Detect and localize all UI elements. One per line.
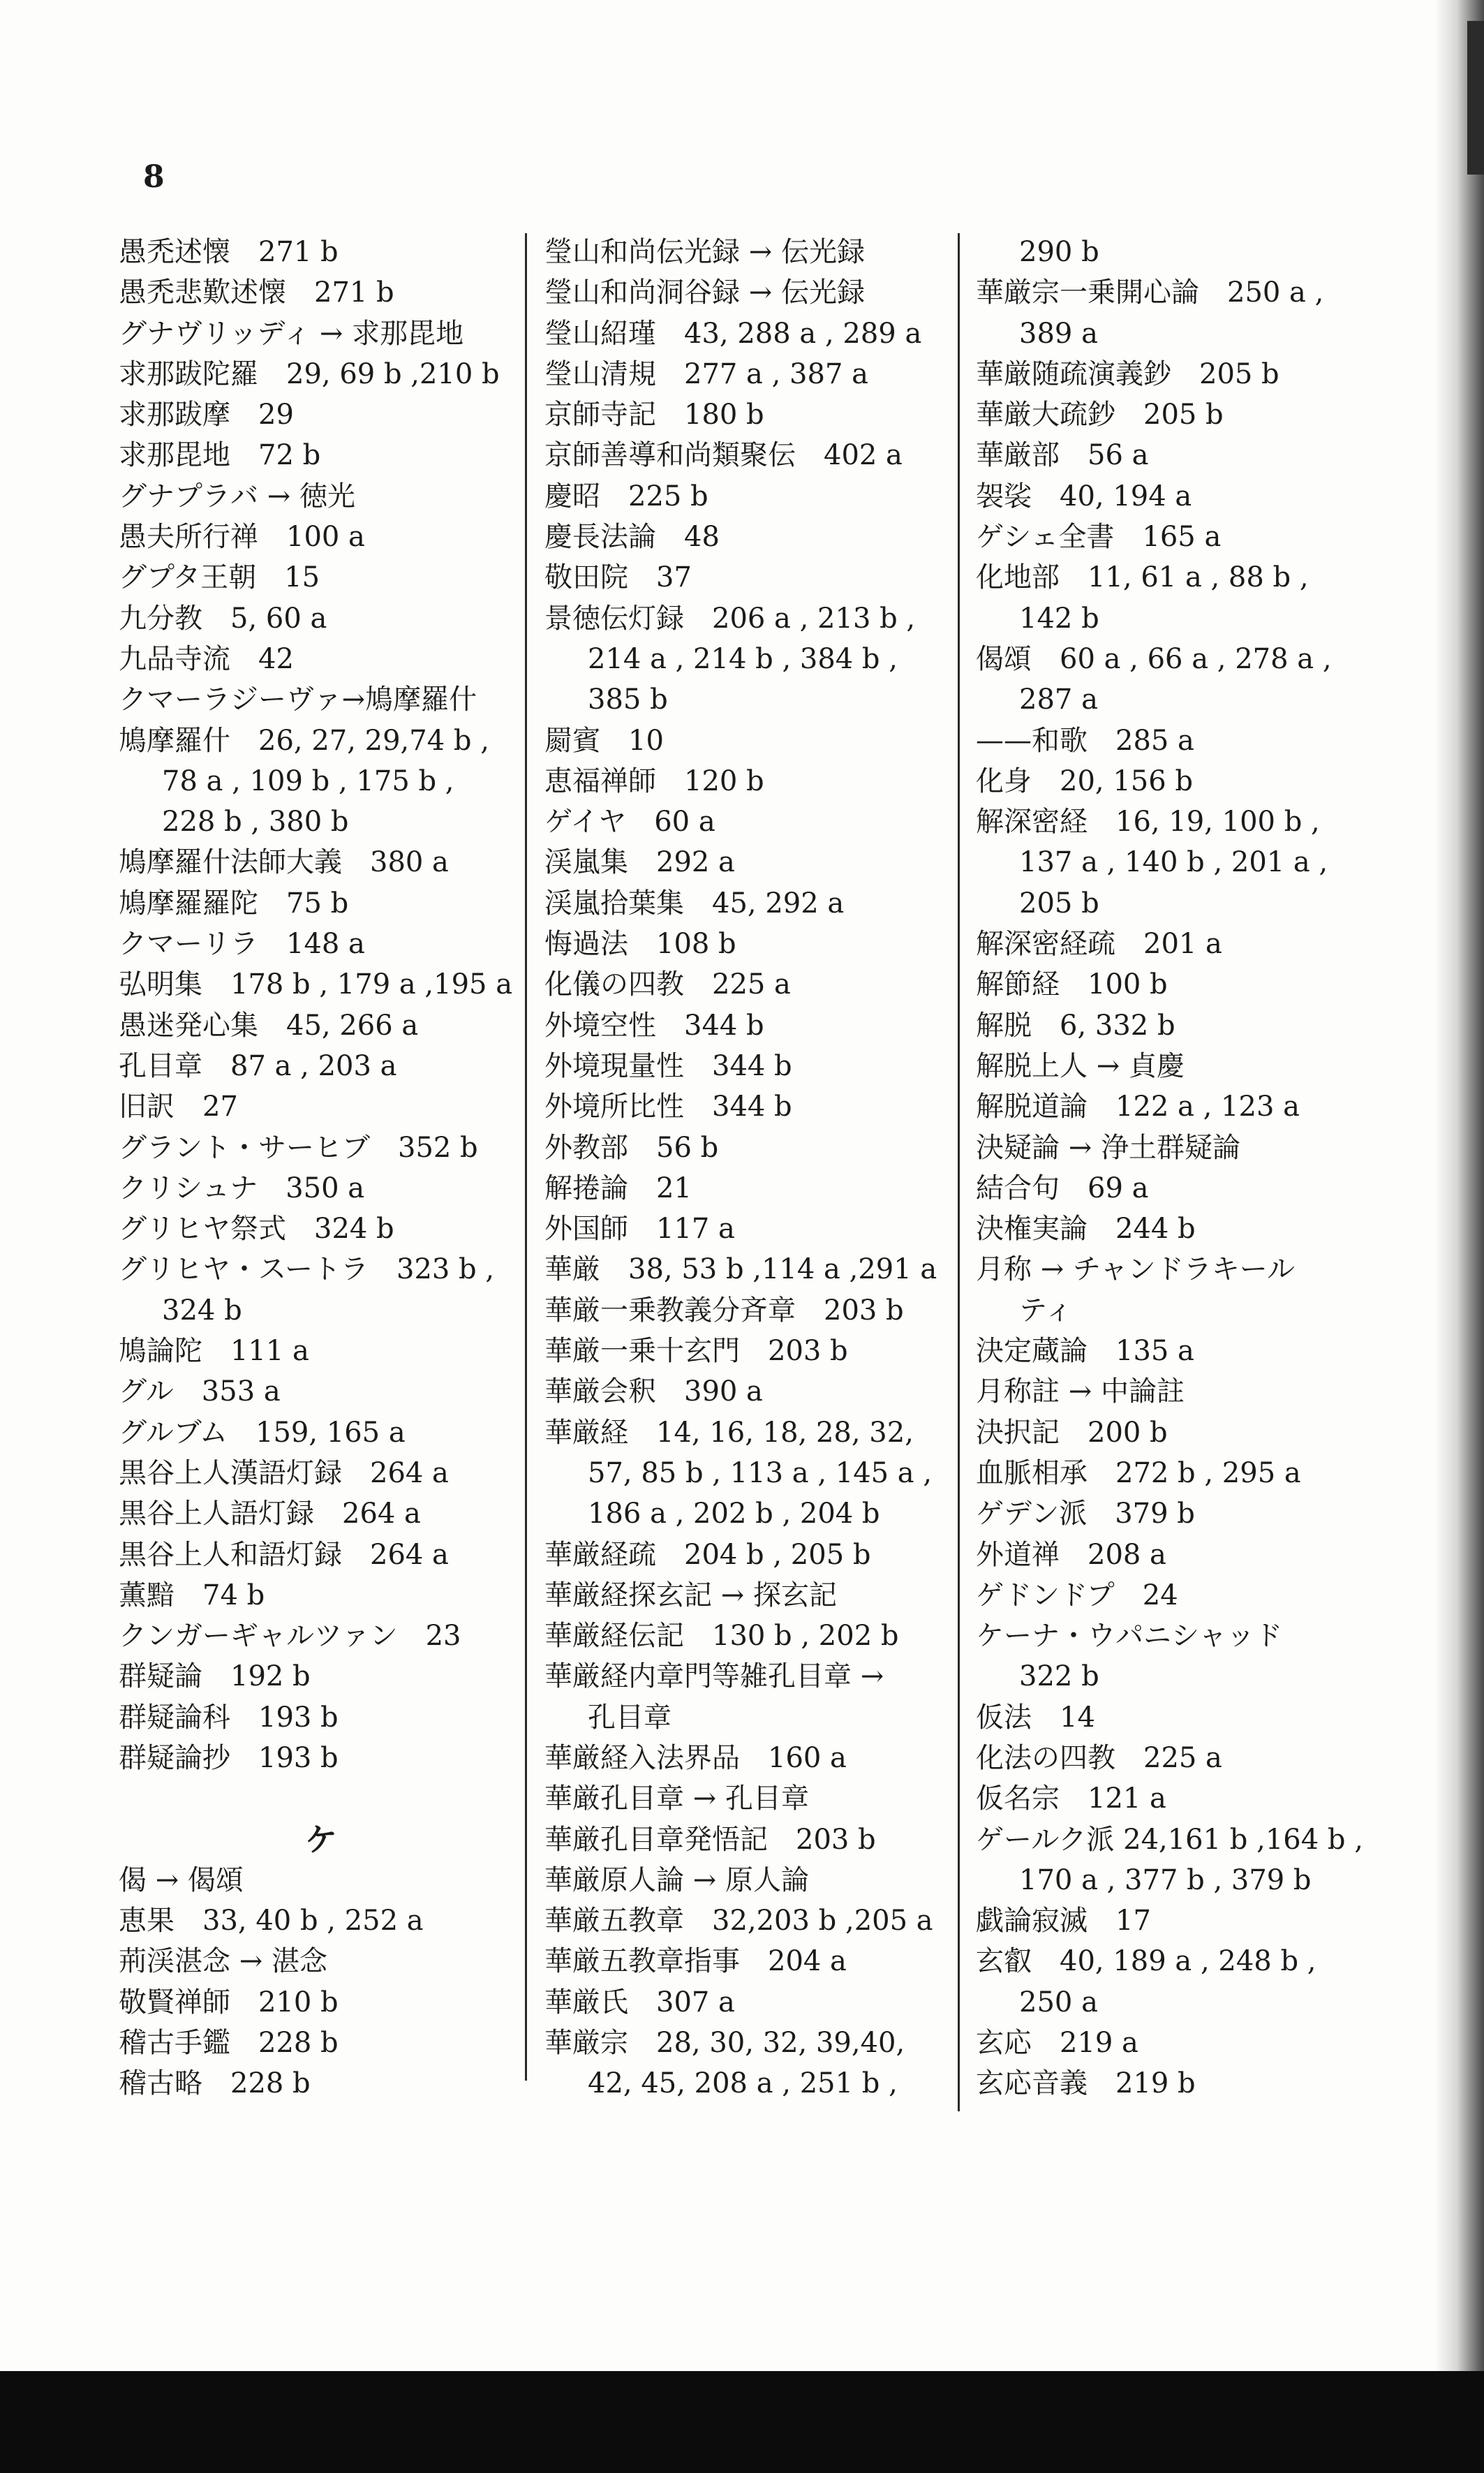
- index-entry: グリヒヤ祭式 324 b: [119, 1213, 394, 1246]
- index-entry: 外国師 117 a: [544, 1213, 735, 1246]
- index-entry: グリヒヤ・スートラ 323 b ,: [119, 1253, 495, 1286]
- book-spine-shadow: [1435, 0, 1484, 2371]
- index-entry: グルブム 159, 165 a: [119, 1416, 406, 1449]
- index-entry: 化儀の四教 225 a: [544, 968, 791, 1001]
- index-entry: 化身 20, 156 b: [976, 765, 1193, 797]
- index-entry: 渓嵐拾葉集 45, 292 a: [544, 887, 845, 920]
- index-entry: 外教部 56 b: [544, 1131, 719, 1164]
- index-entry: 群疑論科 193 b: [119, 1701, 339, 1734]
- index-entry: 214 a , 214 b , 384 b ,: [588, 642, 898, 675]
- index-entry: 鳩論陀 111 a: [119, 1335, 309, 1368]
- index-entry: 華厳経入法界品 160 a: [544, 1741, 847, 1774]
- index-entry: 玄応 219 a: [976, 2027, 1138, 2060]
- index-entry: 決権実論 244 b: [976, 1213, 1196, 1246]
- index-entry: グラント・サーヒブ 352 b: [119, 1131, 478, 1164]
- index-entry: 瑩山和尚洞谷録 → 伝光録: [544, 276, 865, 309]
- index-entry: 解脱道論 122 a , 123 a: [976, 1091, 1300, 1123]
- index-entry: 華厳孔目章 → 孔目章: [544, 1782, 809, 1815]
- index-entry: 求那跋陀羅 29, 69 b ,210 b: [119, 357, 500, 390]
- index-entry: 九分教 5, 60 a: [119, 602, 327, 635]
- index-entry: 華厳氏 307 a: [544, 1986, 735, 2018]
- index-entry: 186 a , 202 b , 204 b: [588, 1498, 880, 1530]
- index-entry: 京師寺記 180 b: [544, 399, 764, 431]
- index-entry: 景徳伝灯録 206 a , 213 b ,: [544, 602, 916, 635]
- index-entry: 罽賓 10: [544, 724, 664, 757]
- index-entry: 渓嵐集 292 a: [544, 846, 735, 879]
- index-entry: 解脱上人 → 貞慶: [976, 1049, 1185, 1082]
- index-entry: 化法の四教 225 a: [976, 1741, 1222, 1774]
- index-entry: クンガーギャルツァン 23: [119, 1620, 461, 1653]
- index-entry: 瑩山清規 277 a , 387 a: [544, 357, 868, 390]
- index-entry: 解深密経疏 201 a: [976, 928, 1222, 961]
- index-entry: 求那毘地 72 b: [119, 439, 321, 472]
- index-entry: 322 b: [1019, 1660, 1099, 1693]
- index-entry: 愚禿悲歎述懐 271 b: [119, 276, 394, 309]
- index-entry: 京師善導和尚類聚伝 402 a: [544, 439, 903, 472]
- index-entry: 57, 85 b , 113 a , 145 a ,: [588, 1456, 933, 1489]
- index-entry: 結合句 69 a: [976, 1172, 1149, 1204]
- column-divider: [958, 233, 960, 2111]
- index-entry: 鳩摩羅羅陀 75 b: [119, 887, 349, 920]
- index-entry: 250 a: [1019, 1986, 1098, 2018]
- index-entry: 仮法 14: [976, 1701, 1095, 1734]
- index-entry: 求那跋摩 29: [119, 399, 294, 431]
- section-heading: ケ: [305, 1820, 337, 1859]
- index-entry: 荊渓湛念 → 湛念: [119, 1945, 327, 1978]
- index-entry: 290 b: [1019, 236, 1099, 268]
- index-entry: 205 b: [1019, 887, 1099, 920]
- index-entry: 外道禅 208 a: [976, 1538, 1166, 1571]
- index-entry: 偈頌 60 a , 66 a , 278 a ,: [976, 642, 1332, 675]
- index-entry: 黒谷上人和語灯録 264 a: [119, 1538, 449, 1571]
- index-entry: 悔過法 108 b: [544, 928, 736, 961]
- index-entry: 愚夫所行禅 100 a: [119, 521, 365, 554]
- index-entry: 華厳宗 28, 30, 32, 39,40,: [544, 2027, 905, 2060]
- index-entry: 瑩山紹瑾 43, 288 a , 289 a: [544, 317, 922, 350]
- index-entry: 解深密経 16, 19, 100 b ,: [976, 806, 1320, 839]
- index-entry: 解節経 100 b: [976, 968, 1168, 1001]
- scan-bottom-border: [0, 2371, 1484, 2473]
- index-entry: グナヴリッディ → 求那毘地: [119, 317, 464, 350]
- index-entry: 華厳経伝記 130 b , 202 b: [544, 1620, 899, 1653]
- index-entry: 群疑論抄 193 b: [119, 1741, 339, 1774]
- index-entry: 華厳原人論 → 原人論: [544, 1863, 809, 1896]
- index-entry: 137 a , 140 b , 201 a ,: [1019, 846, 1328, 879]
- index-entry: 華厳部 56 a: [976, 439, 1149, 472]
- index-entry: 稽古略 228 b: [119, 2067, 311, 2100]
- index-entry: 化地部 11, 61 a , 88 b ,: [976, 561, 1309, 594]
- index-entry: グナプラバ → 徳光: [119, 480, 355, 512]
- index-entry: 九品寺流 42: [119, 642, 294, 675]
- index-entry: 42, 45, 208 a , 251 b ,: [588, 2067, 898, 2100]
- index-entry: 鳩摩羅什 26, 27, 29,74 b ,: [119, 724, 489, 757]
- index-entry: 薫黯 74 b: [119, 1579, 265, 1611]
- index-entry: 華厳経疏 204 b , 205 b: [544, 1538, 871, 1571]
- index-entry: 華厳経内章門等雑孔目章 →: [544, 1660, 884, 1693]
- index-entry: 決疑論 → 浄土群疑論: [976, 1131, 1240, 1164]
- index-entry: 慶長法論 48: [544, 521, 720, 554]
- index-entry: 黒谷上人漢語灯録 264 a: [119, 1456, 449, 1489]
- index-entry: 決定蔵論 135 a: [976, 1335, 1194, 1368]
- index-entry: 月称註 → 中論註: [976, 1375, 1185, 1408]
- index-column-2: [544, 232, 937, 2104]
- index-column-3: [976, 232, 1384, 2104]
- index-entry: 外境現量性 344 b: [544, 1049, 792, 1082]
- index-entry: 華厳五教章指事 204 a: [544, 1945, 847, 1978]
- index-entry: 228 b , 380 b: [162, 806, 349, 839]
- index-entry: 385 b: [588, 684, 668, 716]
- index-entry: 旧訳 27: [119, 1091, 238, 1123]
- index-entry: 孔目章: [588, 1701, 671, 1734]
- column-divider: [525, 233, 527, 2081]
- index-entry: ゲシェ全書 165 a: [976, 521, 1222, 554]
- index-entry: 華厳孔目章発悟記 203 b: [544, 1823, 876, 1856]
- index-entry: 324 b: [162, 1294, 242, 1327]
- index-entry: 華厳一乗十玄門 203 b: [544, 1335, 848, 1368]
- index-entry: クマーリラ 148 a: [119, 928, 365, 961]
- index-entry: 愚迷発心集 45, 266 a: [119, 1009, 419, 1042]
- index-entry: ゲデン派 379 b: [976, 1498, 1195, 1530]
- index-entry: 弘明集 178 b , 179 a ,195 a: [119, 968, 513, 1001]
- index-entry: 華厳 38, 53 b ,114 a ,291 a: [544, 1253, 937, 1286]
- index-entry: 華厳大疏鈔 205 b: [976, 399, 1224, 431]
- index-entry: 華厳一乗教義分斉章 203 b: [544, 1294, 904, 1327]
- index-entry: クリシュナ 350 a: [119, 1172, 365, 1204]
- index-entry: 血脈相承 272 b , 295 a: [976, 1456, 1301, 1489]
- index-column-1: [119, 232, 524, 2104]
- index-entry: 外境空性 344 b: [544, 1009, 764, 1042]
- index-entry: 287 a: [1019, 684, 1098, 716]
- index-entry: 142 b: [1019, 602, 1099, 635]
- index-entry: 鳩摩羅什法師大義 380 a: [119, 846, 449, 879]
- index-entry: 敬田院 37: [544, 561, 692, 594]
- index-entry: 華厳随疏演義鈔 205 b: [976, 357, 1279, 390]
- index-entry: 78 a , 109 b , 175 b ,: [162, 765, 454, 797]
- index-entry: 華厳五教章 32,203 b ,205 a: [544, 1905, 933, 1937]
- index-entry: 愚禿述懐 271 b: [119, 236, 339, 268]
- index-entry: ゲイヤ 60 a: [544, 806, 715, 839]
- index-entry: 華厳宗一乗開心論 250 a ,: [976, 276, 1324, 309]
- index-entry: 戯論寂滅 17: [976, 1905, 1151, 1937]
- index-entry: 華厳経 14, 16, 18, 28, 32,: [544, 1416, 914, 1449]
- index-entry: グル 353 a: [119, 1375, 281, 1408]
- index-entry: ケーナ・ウパニシャッド: [976, 1620, 1283, 1653]
- index-entry: 袈裟 40, 194 a: [976, 480, 1192, 512]
- index-entry: ゲールク派 24,161 b ,164 b ,: [976, 1823, 1363, 1856]
- index-entry: 華厳経探玄記 → 探玄記: [544, 1579, 837, 1611]
- index-entry: 玄叡 40, 189 a , 248 b ,: [976, 1945, 1316, 1978]
- page-number: 8: [143, 159, 165, 195]
- index-entry: 孔目章 87 a , 203 a: [119, 1049, 397, 1082]
- index-entry: 仮名宗 121 a: [976, 1782, 1166, 1815]
- index-entry: 170 a , 377 b , 379 b: [1019, 1863, 1312, 1896]
- index-entry: クマーラジーヴァ→鳩摩羅什: [119, 684, 477, 716]
- index-entry: 恵果 33, 40 b , 252 a: [119, 1905, 424, 1937]
- index-entry: 敬賢禅師 210 b: [119, 1986, 339, 2018]
- index-entry: 瑩山和尚伝光録 → 伝光録: [544, 236, 865, 268]
- index-entry: 玄応音義 219 b: [976, 2067, 1196, 2100]
- index-entry: 389 a: [1019, 317, 1098, 350]
- index-entry: [119, 1778, 524, 1819]
- index-entry: ゲドンドプ 24: [976, 1579, 1178, 1611]
- index-entry: 恵福禅師 120 b: [544, 765, 764, 797]
- index-entry: 黒谷上人語灯録 264 a: [119, 1498, 421, 1530]
- index-entry: 解脱 6, 332 b: [976, 1009, 1175, 1042]
- index-entry: 華厳会釈 390 a: [544, 1375, 763, 1408]
- index-entry: 稽古手鑑 228 b: [119, 2027, 339, 2060]
- index-entry: 月称 → チャンドラキール: [976, 1253, 1295, 1286]
- index-entry: ——和歌 285 a: [976, 724, 1194, 757]
- index-entry: グプタ王朝 15: [119, 561, 320, 594]
- index-entry: 慶昭 225 b: [544, 480, 708, 512]
- book-spine-edge: [1467, 21, 1484, 175]
- index-entry: ティ: [1019, 1294, 1073, 1327]
- index-entry: 外境所比性 344 b: [544, 1091, 792, 1123]
- index-entry: 解捲論 21: [544, 1172, 692, 1204]
- index-entry: 偈 → 偈頌: [119, 1863, 244, 1896]
- index-entry: 決択記 200 b: [976, 1416, 1168, 1449]
- index-entry: 群疑論 192 b: [119, 1660, 311, 1693]
